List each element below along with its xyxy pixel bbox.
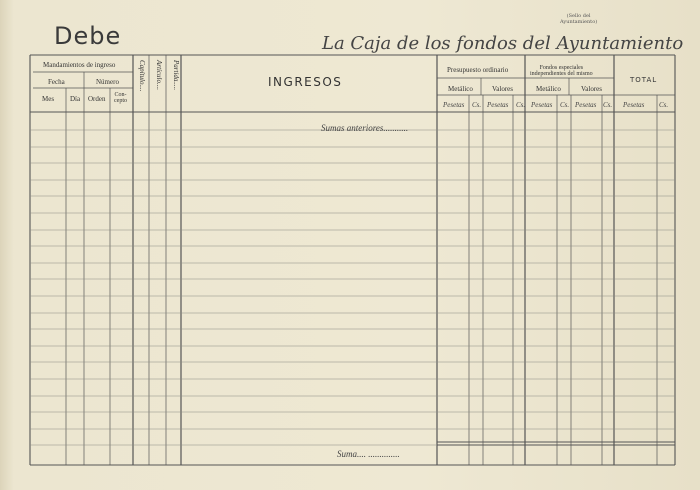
cts-header-1: Cs. [472,101,482,109]
mandamientos-header: Mandamientos de ingreso [43,61,116,69]
debe-title: Debe [54,22,122,50]
suma-total-row: Suma.... .............. [337,449,400,459]
metalico-header-1: Metálico [448,85,473,93]
pesetas-header-1: Pesetas [443,101,465,109]
cts-header-3: Cs. [560,101,570,109]
ayuntamiento-seal [560,13,597,25]
total-header: TOTAL [630,76,658,84]
concepto-line-1: Con- [114,92,127,98]
orden-header: Orden [88,95,106,103]
fecha-header: Fecha [48,78,65,86]
cts-header-4: Cs. [603,101,613,109]
cts-header-5: Cs. [659,101,669,109]
pesetas-header-3: Pesetas [531,101,553,109]
valores-header-1: Valores [492,85,513,93]
partida-header: Partida..... [172,60,180,91]
pesetas-header-4: Pesetas [575,101,597,109]
cts-header-2: Cs. [516,101,526,109]
sumas-anteriores: Sumas anteriores........... [321,123,409,133]
seal-line-1: (Sello del [566,13,591,19]
pesetas-header-5: Pesetas [623,101,645,109]
mes-header: Mes [42,95,55,103]
articulo-header: Artículo.... [155,60,163,90]
concepto-line-2: cepto [114,98,127,104]
fondos-line-2: independientes del mismo [530,71,593,77]
capitulo-header: Capítulo.... [138,60,146,92]
ingresos-header: INGRESOS [268,75,343,89]
numero-header: Número [96,78,119,86]
concepto-header [114,92,127,104]
presupuesto-header: Presupuesto ordinario [447,66,509,74]
metalico-header-2: Metálico [536,85,561,93]
pesetas-header-2: Pesetas [487,101,509,109]
valores-header-2: Valores [581,85,602,93]
caja-title: La Caja de los fondos del Ayuntamiento [322,33,684,54]
fondos-line-1: Fondos especiales [539,65,584,71]
seal-line-2: Ayuntamiento) [560,19,598,25]
dia-header: Día [70,95,81,103]
fondos-especiales-header [530,65,593,77]
